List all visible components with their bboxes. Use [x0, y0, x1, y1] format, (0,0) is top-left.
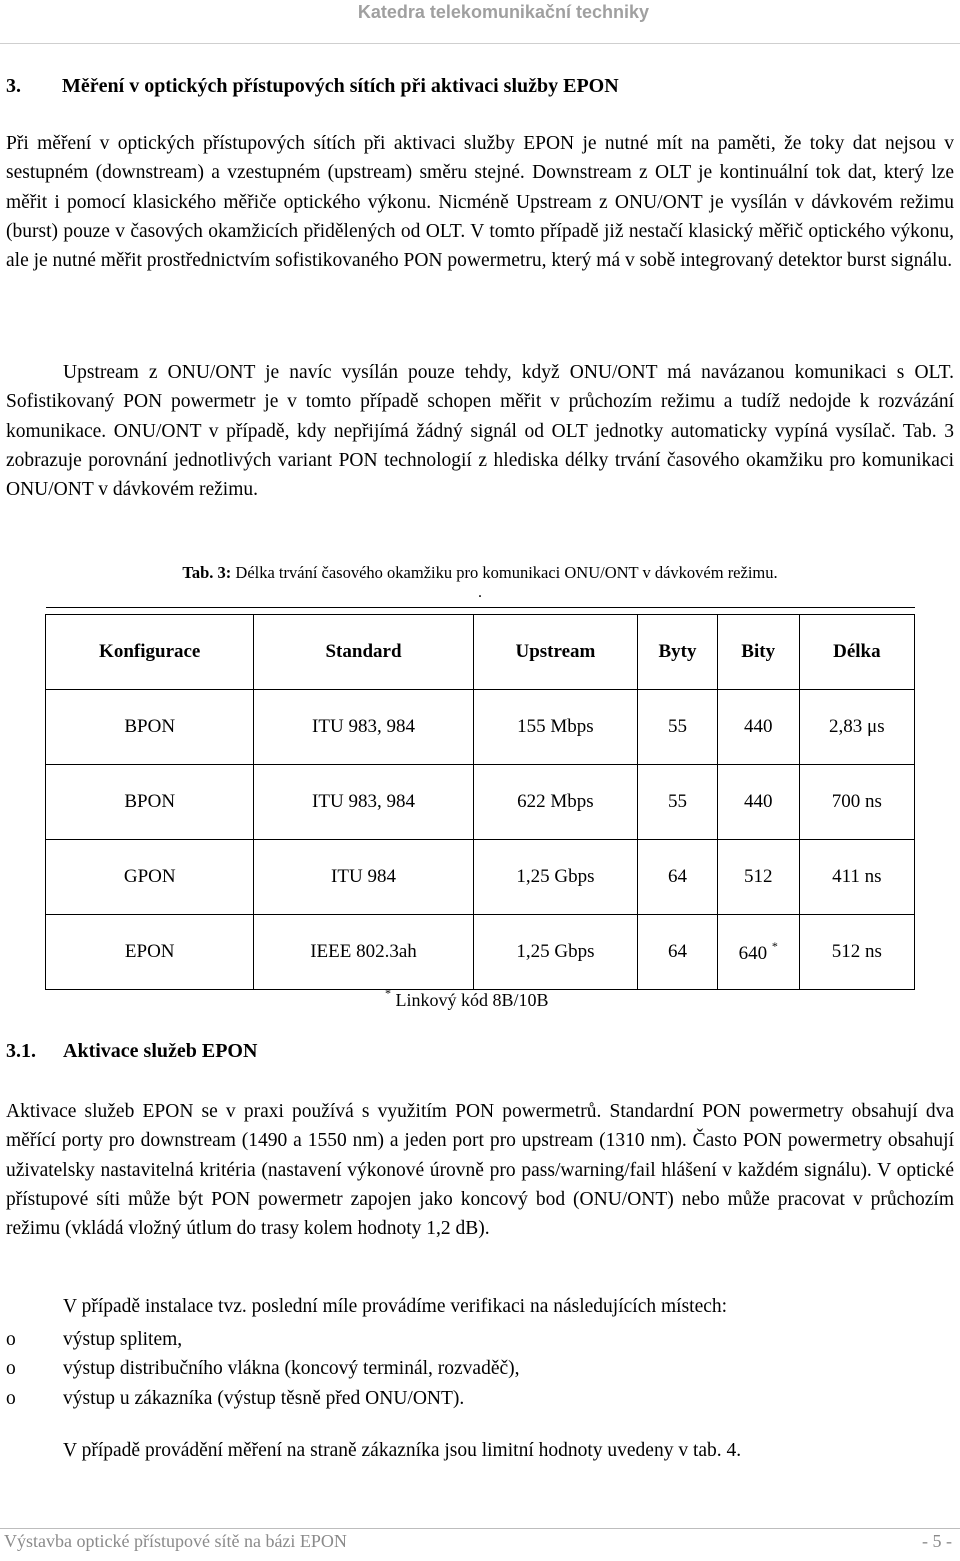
cell: 622 Mbps: [473, 765, 638, 840]
section-number: 3.: [6, 75, 21, 97]
cell: 440: [717, 690, 799, 765]
caption-dot: .: [478, 584, 482, 601]
cell: 55: [638, 690, 717, 765]
cell: ITU 984: [254, 840, 473, 915]
list-item: [6, 1354, 520, 1383]
header-divider: [0, 43, 960, 44]
table-caption: [0, 563, 960, 599]
paragraph-2: Upstream z ONU/ONT je navíc vysílán pouze tehdy, když ONU/ONT má navázanou komunikaci s OLT. Sofistikovaný PON powermetr je v tomto případě schopen měřit v průchozím režimu a tudíž nedojde k rozvázání komunikace. ONU/ONT v případě, kdy nepřijímá žádný signál od OLT jednotky automaticky vypíná vysílač. Tab. 3 zobrazuje porovnání jednotlivých variant PON technologií z hlediska délky trvání časového okamžiku pro komunikaci ONU/ONT v dávkovém režimu.: [6, 362, 954, 501]
list-item: [6, 1325, 520, 1354]
cell: 1,25 Gbps: [473, 840, 638, 915]
footnote-marker: *: [385, 986, 391, 1000]
cell: GPON: [46, 840, 254, 915]
bullet-marker: o: [6, 1387, 16, 1409]
cell: 440: [717, 765, 799, 840]
table-header-row: [46, 615, 915, 690]
caption-text: Délka trvání časového okamžiku pro komunikaci ONU/ONT v dávkovém režimu.: [235, 563, 778, 582]
th-standard: Standard: [254, 615, 473, 690]
table-row: [46, 915, 915, 990]
cell: 64: [638, 840, 717, 915]
cell-value: 640: [738, 943, 768, 964]
page-header: [0, 0, 960, 38]
cell: 64: [638, 915, 717, 990]
list-item: [6, 1384, 520, 1413]
list-item-text: výstup u zákazníka (výstup těsně před ONU/ONT).: [63, 1387, 465, 1409]
th-upstream: Upstream: [473, 615, 638, 690]
section-title: Měření v optických přístupových sítích při aktivaci služby EPON: [62, 75, 619, 97]
cell: ITU 983, 984: [254, 690, 473, 765]
footnote-marker: *: [771, 939, 778, 953]
th-konfigurace: Konfigurace: [46, 615, 254, 690]
list-item-text: výstup splitem,: [63, 1329, 183, 1350]
cell: 512: [717, 840, 799, 915]
cell: EPON: [46, 915, 254, 990]
paragraph-3: Aktivace služeb EPON se v praxi používá s využitím PON powermetrů. Standardní PON powermetry obsahují dva měřící porty pro downstream (1490 a 1550 nm) a jeden port pro upstream (1310 nm). Často PON powermetry obsahují uživatelsky nastavitelná kritéria (nastavení výkonové úrovně pro pass/warning/fail hlášení v každém signálu). V optické přístupové síti může být PON powermetr zapojen jako koncový bod (ONU/ONT) nebo může pracovat v průchozím režimu (vkládá vložný útlum do trasy kolem hodnoty 1,2 dB).: [6, 1101, 954, 1240]
table-row: [46, 840, 915, 915]
page-number: - 5 -: [922, 1531, 952, 1551]
header-title: Katedra telekomunikační techniky: [357, 2, 649, 22]
footnote-text: Linkový kód 8B/10B: [395, 990, 549, 1010]
th-bity: Bity: [717, 615, 799, 690]
footer-title: Výstavba optické přístupové sítě na bázi EPON: [4, 1531, 347, 1551]
caption-label: Tab. 3:: [182, 563, 232, 582]
cell: 2,83 μs: [799, 690, 914, 765]
closing-sentence: V případě provádění měření na straně zákazníka jsou limitní hodnoty uvedeny v tab. 4.: [63, 1440, 742, 1461]
table-row: [46, 765, 915, 840]
verification-list: [6, 1325, 520, 1413]
subsection-number: 3.1.: [6, 1040, 36, 1062]
footer-divider: [0, 1528, 960, 1529]
cell: 155 Mbps: [473, 690, 638, 765]
cell: 700 ns: [799, 765, 914, 840]
cell: 512 ns: [799, 915, 914, 990]
cell: BPON: [46, 765, 254, 840]
cell: ITU 983, 984: [254, 765, 473, 840]
table-top-rule: [46, 608, 915, 615]
cell: 1,25 Gbps: [473, 915, 638, 990]
comparison-table: [45, 607, 915, 990]
subsection-title: Aktivace služeb EPON: [63, 1040, 258, 1062]
cell: BPON: [46, 690, 254, 765]
th-byty: Byty: [638, 615, 717, 690]
list-item-text: výstup distribučního vlákna (koncový terminál, rozvaděč),: [63, 1358, 520, 1380]
bullet-marker: o: [6, 1358, 16, 1380]
paragraph-1: Při měření v optických přístupových sítích při aktivaci služby EPON je nutné mít na paměti, že toky dat nejsou v sestupném (downstream) a vzestupném (upstream) směru stejné. Downstream z OLT je kontinuální tok dat, který lze měřit i pomocí klasického měřiče optického výkonu. Nicméně Upstream z ONU/ONT je vysílán v dávkovém režimu (burst) pouze v časových okamžicích přidělených od OLT. V tomto případě již nestačí klasický měřič optického výkonu, ale je nutné měřit prostřednictvím sofistikovaného PON powermetru, který má v sobě integrovaný detektor burst signálu.: [6, 133, 954, 272]
bullet-marker: o: [6, 1329, 16, 1350]
cell: 411 ns: [799, 840, 914, 915]
th-delka: Délka: [799, 615, 914, 690]
list-intro: V případě instalace tvz. poslední míle provádíme verifikaci na následujících místech:: [63, 1296, 728, 1317]
table-footnote: [385, 986, 549, 1011]
table-row: [46, 690, 915, 765]
cell-with-note: [717, 915, 799, 990]
section-heading: [6, 75, 619, 98]
cell: IEEE 802.3ah: [254, 915, 473, 990]
subsection-heading: [6, 1040, 257, 1063]
cell: 55: [638, 765, 717, 840]
